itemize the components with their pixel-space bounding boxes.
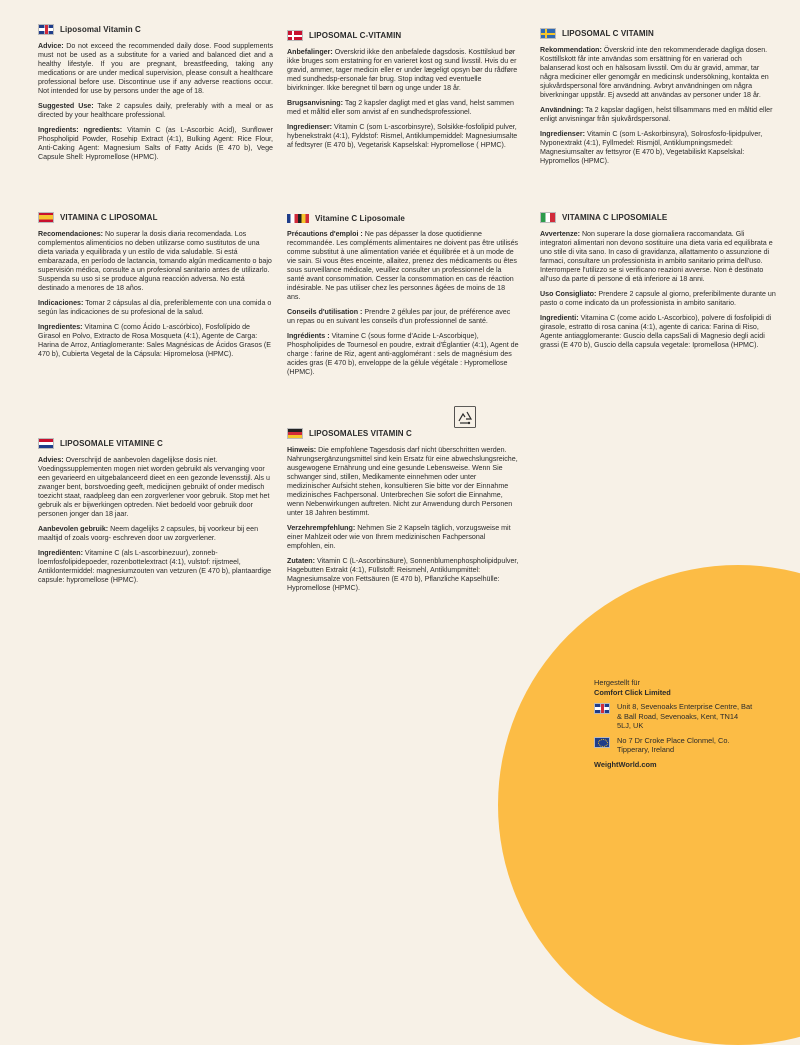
section-title: VITAMINA C LIPOSOMAL [60, 213, 158, 222]
section-title: LIPOSOMALE VITAMINE C [60, 439, 163, 448]
section-header [287, 214, 519, 223]
ie-address: No 7 Dr Croke Place Clonmel, Co. Tipperary, Ireland [617, 735, 730, 754]
section-swedish [540, 28, 776, 172]
section-header [287, 30, 519, 41]
section-header [540, 28, 776, 39]
italy-flag-icon [540, 212, 556, 223]
advice-text: Do not exceed the recommended daily dose. Food supplements must not be used as a substitute for a varied and balanced diet and a healthy lifestyle. If you are pregnant, breastfeeding, taking any medications or are under medical supervision, please consult a healthcare professional before use. Discontinue use if any adverse reactions occur. Not intended for use by persons under the age of 18. [38, 42, 273, 95]
ingredients-label: Ingrédients : [287, 332, 330, 340]
use-paragraph [540, 106, 776, 124]
manufacturer-info [594, 678, 754, 769]
advice-text: Non superare la dose giornaliera raccomandata. Gli integratori alimentari non devono sostituire una dieta varia ed equilibrata e uno stile di vita sano. In caso di gravidanza, allattamento o assunzione di farmaci, consultare un professionista in ambito sanitario prima dell'uso. Interrompere l'utilizzo se si verificano reazioni avverse. Non è destinato all'uso da parte di persone di età inferiore ai 18 anni. [540, 230, 773, 283]
use-text: Take 2 capsules daily, preferably with a meal or as directed by your healthcare professional. [38, 102, 274, 119]
use-label: Indicaciones: [38, 299, 84, 307]
ie-address-row [594, 736, 754, 755]
advice-label: Rekommendation: [540, 46, 602, 54]
use-paragraph [38, 525, 273, 543]
ingredients-text: Vitamin C (som L-Askorbinsyra), Solrosfosfo-lipidpulver, Nyponextrakt (4:1), Fyllmedel: Rismjöl, Antiklumpningsmedel: Magnesiumsalter av fettsyror (E 470 b), Vegetabiliskt Kapselskal: Hypromellos (HPMC). [540, 130, 763, 165]
ingredients-label: Zutaten: [287, 557, 315, 565]
website: WeightWorld.com [594, 759, 657, 769]
section-header [38, 438, 273, 449]
advice-text: Overschrijd de aanbevolen dagelijkse dosis niet. Voedingssupplementen mogen niet worden gebruikt als vervanging voor een gevarieerd en uitgebalanceerd dieet en een gezonde levensstijl. Als u zwanger bent, borstvoeding geeft, medicijnen gebruikt of onder medisch toezicht staat, raadpleeg dan een zorgverlener voor gebruik. Stop met het gebruik als er bijwerkingen optreden. Niet bedoeld voor gebruik door personen jonger dan 18 jaar. [38, 456, 270, 518]
denmark-flag-icon [287, 30, 303, 41]
ingredients-text: Vitamine C (als L-ascorbinezuur), zonneb-loemfosfolipidepoeder, rozenbottelextract (4:1), vulstof: rijstmeel, Antiklontermiddel: magnesiumzouten van vetzuren (E 470 b), plantaardige capsule: hypromellose (HPMC). [38, 549, 272, 584]
ingredients-label: Ingredienser: [287, 123, 332, 131]
section-italian [540, 212, 776, 356]
advice-text: No superar la dosis diaria recomendada. Los complementos alimenticios no deben utilizarse como sustitutos de una dieta variada y equilibrada y un estilo de vida saludable. Si está embarazada, en período de lactancia, tomando algún medicamento o bajo supervisión médica, consulte a un profesional sanitario antes de utilizarlo. Suspenda su uso si se produce alguna reacción adversa. No está destinado a menores de 18 años. [38, 230, 272, 292]
ingredients-label: Ingredients: ngredients: [38, 126, 123, 134]
ingredients-label: Ingredienti: [540, 314, 579, 322]
advice-paragraph [287, 48, 519, 93]
use-text: Ta 2 kapslar dagligen, helst tillsammans med en måltid eller enligt anvisningar från sjukvårdspersonal. [540, 106, 773, 123]
use-label: Suggested Use: [38, 102, 94, 110]
ingredients-label: Ingredientes: [38, 323, 83, 331]
uk-flag-icon [38, 24, 54, 35]
use-label: Användning: [540, 106, 584, 114]
section-title: Vitamine C Liposomale [315, 214, 405, 223]
use-paragraph [287, 308, 519, 326]
use-paragraph [287, 524, 519, 551]
advice-text: Ne pas dépasser la dose quotidienne recommandée. Les compléments alimentaires ne doivent pas être utilisés comme substitut à une alimentation variée et équilibrée et à un mode de vie sain. Si vous êtes enceinte, allaitez, prenez des médicaments ou êtes sous surveillance médicale, veuillez consulter un professionnel de la santé avant consommation. Cesser la consommation en cas de réaction indésirable. Ne pas utiliser chez les personnes âgées de moins de 18 ans. [287, 230, 519, 301]
use-paragraph [287, 99, 519, 117]
ingredients-paragraph [540, 314, 776, 350]
section-dutch [38, 438, 273, 591]
advice-label: Recomendaciones: [38, 230, 104, 238]
section-spanish [38, 212, 273, 365]
section-title: LIPOSOMAL C VITAMIN [562, 29, 654, 38]
advice-label: Précautions d'emploi : [287, 230, 363, 238]
uk-address-row [594, 702, 754, 731]
section-title: LIPOSOMAL C-VITAMIN [309, 31, 402, 40]
advice-paragraph [38, 42, 273, 96]
ingredients-text: Vitamin C (L-Ascorbinsäure), Sonnenblumenphospholipidpulver, Hagebutten Extrakt (4:1), Füllstoff: Reismehl, Antiklumpmittel: Magnesiumsalze von Fettsäuren (E 470 b), Pflanzliche Kapselhülle: Hypromellose (HPMC). [287, 557, 519, 592]
ingredients-paragraph [287, 557, 519, 593]
ingredients-paragraph [38, 323, 273, 359]
use-paragraph [38, 299, 273, 317]
uk-address: Unit 8, Sevenoaks Enterprise Centre, Bat & Ball Road, Sevenoaks, Kent, TN14 5LJ, UK [617, 702, 753, 730]
spain-flag-icon [38, 212, 54, 223]
ingredients-text: Vitamin C (as L-Ascorbic Acid), Sunflower Phospholipid Powder, Rosehip Extract (4:1), Bulking Agent: Rice Flour, Anti-Caking Agent: Magnesium Salts of Fatty Acids (E 470 b), Vege Capsule Shell: Hypromellose (HPMC). [38, 126, 273, 161]
use-label: Conseils d'utilisation : [287, 308, 363, 316]
ingredients-paragraph [38, 126, 273, 162]
ingredients-text: Vitamina C (como Ácido L-ascórbico), Fosfolípido de Girasol en Polvo, Extracto de Rosa Mosqueta (4:1), Agente de Carga: Harina de Arroz, Antiaglomerante: Sales Magnésicas de Ácidos Grasos (E 470 b), Cubierta Vegetal de la Cápsula: Hipromelosa (HPMC). [38, 323, 272, 358]
advice-label: Anbefalinger: [287, 48, 333, 56]
use-text: Neem dagelijks 2 capsules, bij voorkeur bij een maaltijd of zoals voorg- eschreven door uw zorgverlener. [38, 525, 259, 542]
use-label: Brugsanvisning: [287, 99, 343, 107]
advice-paragraph [287, 230, 519, 302]
use-text: Prendre 2 gélules par jour, de préférence avec un repas ou en suivant les conseils d'un professionnel de santé. [287, 308, 511, 325]
advice-label: Hinweis: [287, 446, 317, 454]
ingredients-text: Vitamina C (come acido L-Ascorbico), polvere di fosfolipidi di girasole, estratto di rosa canina (4:1), agente di carica: Farina di Riso, Agente antiagglomerante: Guscio della capsSali di Magnesio degli acidi grassi (E 470 b), Guscio della capsula vegetale: Ipromellosa (HPMC). [540, 314, 772, 349]
use-text: Nehmen Sie 2 Kapseln täglich, vorzugsweise mit einer Mahlzeit oder wie von Ihrem medizinischen Fachpersonal empfohlen, ein. [287, 524, 511, 550]
uk-flag-icon [594, 703, 610, 714]
section-german [287, 428, 519, 599]
use-text: Tag 2 kapsler dagligt med et glas vand, helst sammen med et måltid eller som anvist af en sundhedsprofessionel. [287, 99, 514, 116]
orange-circle-decoration [498, 565, 800, 1045]
advice-label: Advies: [38, 456, 64, 464]
advice-paragraph [540, 230, 776, 284]
use-paragraph [540, 290, 776, 308]
ingredients-text: Vitamin C (som L-ascorbinsyre), Solsikke-fosfolipid pulver, hybenekstrakt (4:1), Fyldstof: Rismel, Antiklumpemiddel: Magnesiumsalte af fedtsyrer (E 470 b), Vegetarisk Kapselskal: Hypromellose ( HPMC). [287, 123, 518, 149]
section-english [38, 24, 273, 168]
section-header [38, 24, 273, 35]
section-title: VITAMINA C LIPOSOMIALE [562, 213, 668, 222]
section-header [38, 212, 273, 223]
ingredients-paragraph [287, 332, 519, 377]
section-header [287, 428, 519, 439]
company-name: Comfort Click Limited [594, 687, 671, 697]
germany-flag-icon [287, 428, 303, 439]
eu-flag-icon [594, 737, 610, 748]
advice-paragraph [287, 446, 519, 518]
use-text: Prendere 2 capsule al giorno, preferibilmente durante un pasto o come indicato da un professionista in ambito sanitario. [540, 290, 776, 307]
advice-paragraph [38, 230, 273, 293]
advice-label: Advice: [38, 42, 64, 50]
ingredients-text: Vitamine C (sous forme d'Acide L-Ascorbique), Phospholipides de Tournesol en poudre, extrait d'Églantier (4:1), Agent de charge : farine de Riz, agent anti-agglomérant : sels de magnésium des acides gras (E 470 b), enveloppe de la gélule végétale : Hypromellose (HPMC). [287, 332, 519, 376]
section-title: LIPOSOMALES VITAMIN C [309, 429, 412, 438]
ingredients-paragraph [287, 123, 519, 150]
made-for-line: Hergestellt für [594, 678, 641, 687]
section-french [287, 214, 519, 383]
netherlands-flag-icon [38, 438, 54, 449]
ingredients-label: Ingrediënten: [38, 549, 83, 557]
use-label: Uso Consigliato: [540, 290, 597, 298]
ingredients-paragraph [540, 130, 776, 166]
recycle-sorting-icon [454, 406, 476, 428]
ingredients-label: Ingredienser: [540, 130, 585, 138]
advice-text: Överskrid inte den rekommenderade dagliga dosen. Kosttillskott får inte användas som ersättning för en varierad och balanserad kost och en hälsosam livsstil. Om du är gravid, ammar, tar några mediciner eller genomgår en medicinsk undersökning, kontakta en sjukvårdspersonal före användning. Avbryt användningen om några biverkningar uppstår. Ej avsedd att användas av personer under 18 år. [540, 46, 769, 99]
use-label: Aanbevolen gebruik: [38, 525, 109, 533]
use-text: Tomar 2 cápsulas al día, preferiblemente con una comida o según las indicaciones de su profesional de la salud. [38, 299, 272, 316]
use-label: Verzehrempfehlung: [287, 524, 356, 532]
section-title: Liposomal Vitamin C [60, 25, 141, 34]
section-header [540, 212, 776, 223]
use-paragraph [38, 102, 273, 120]
advice-paragraph [540, 46, 776, 100]
sweden-flag-icon [540, 28, 556, 39]
france-belgium-flags-icon [287, 214, 309, 223]
advice-text: Overskrid ikke den anbefalede dagsdosis. Kosttilskud bør ikke bruges som erstatning for en varieret kost og sund livsstil. Hvis du er gravid, ammer, tager medicin eller er under lægeligt opsyn bør du rådføre med sundhedsp-ersonale før brug. Stop indtag ved eventuelle bivirkninger. Ikke beregnet til børn og unge under 18 år. [287, 48, 518, 92]
advice-paragraph [38, 456, 273, 519]
advice-text: Die empfohlene Tagesdosis darf nicht überschritten werden. Nahrungsergänzungsmittel sind kein Ersatz für eine abwechslungsreiche, ausgewogene Ernährung und eine gesunde Lebensweise. Wenn Sie schwanger sind, stillen, Medikamente einnehmen oder unter medizinischer Aufsicht stehen, konsultieren Sie bitte vor der Einnahme medizinisches Fachpersonal. Unterbrechen Sie sofort die Einnahme, wenn Nebenwirkungen auftreten. Nicht zur Anwendung durch Personen unter 18 Jahren bestimmt. [287, 446, 518, 517]
advice-label: Avvertenze: [540, 230, 580, 238]
ingredients-paragraph [38, 549, 273, 585]
section-danish [287, 30, 519, 156]
